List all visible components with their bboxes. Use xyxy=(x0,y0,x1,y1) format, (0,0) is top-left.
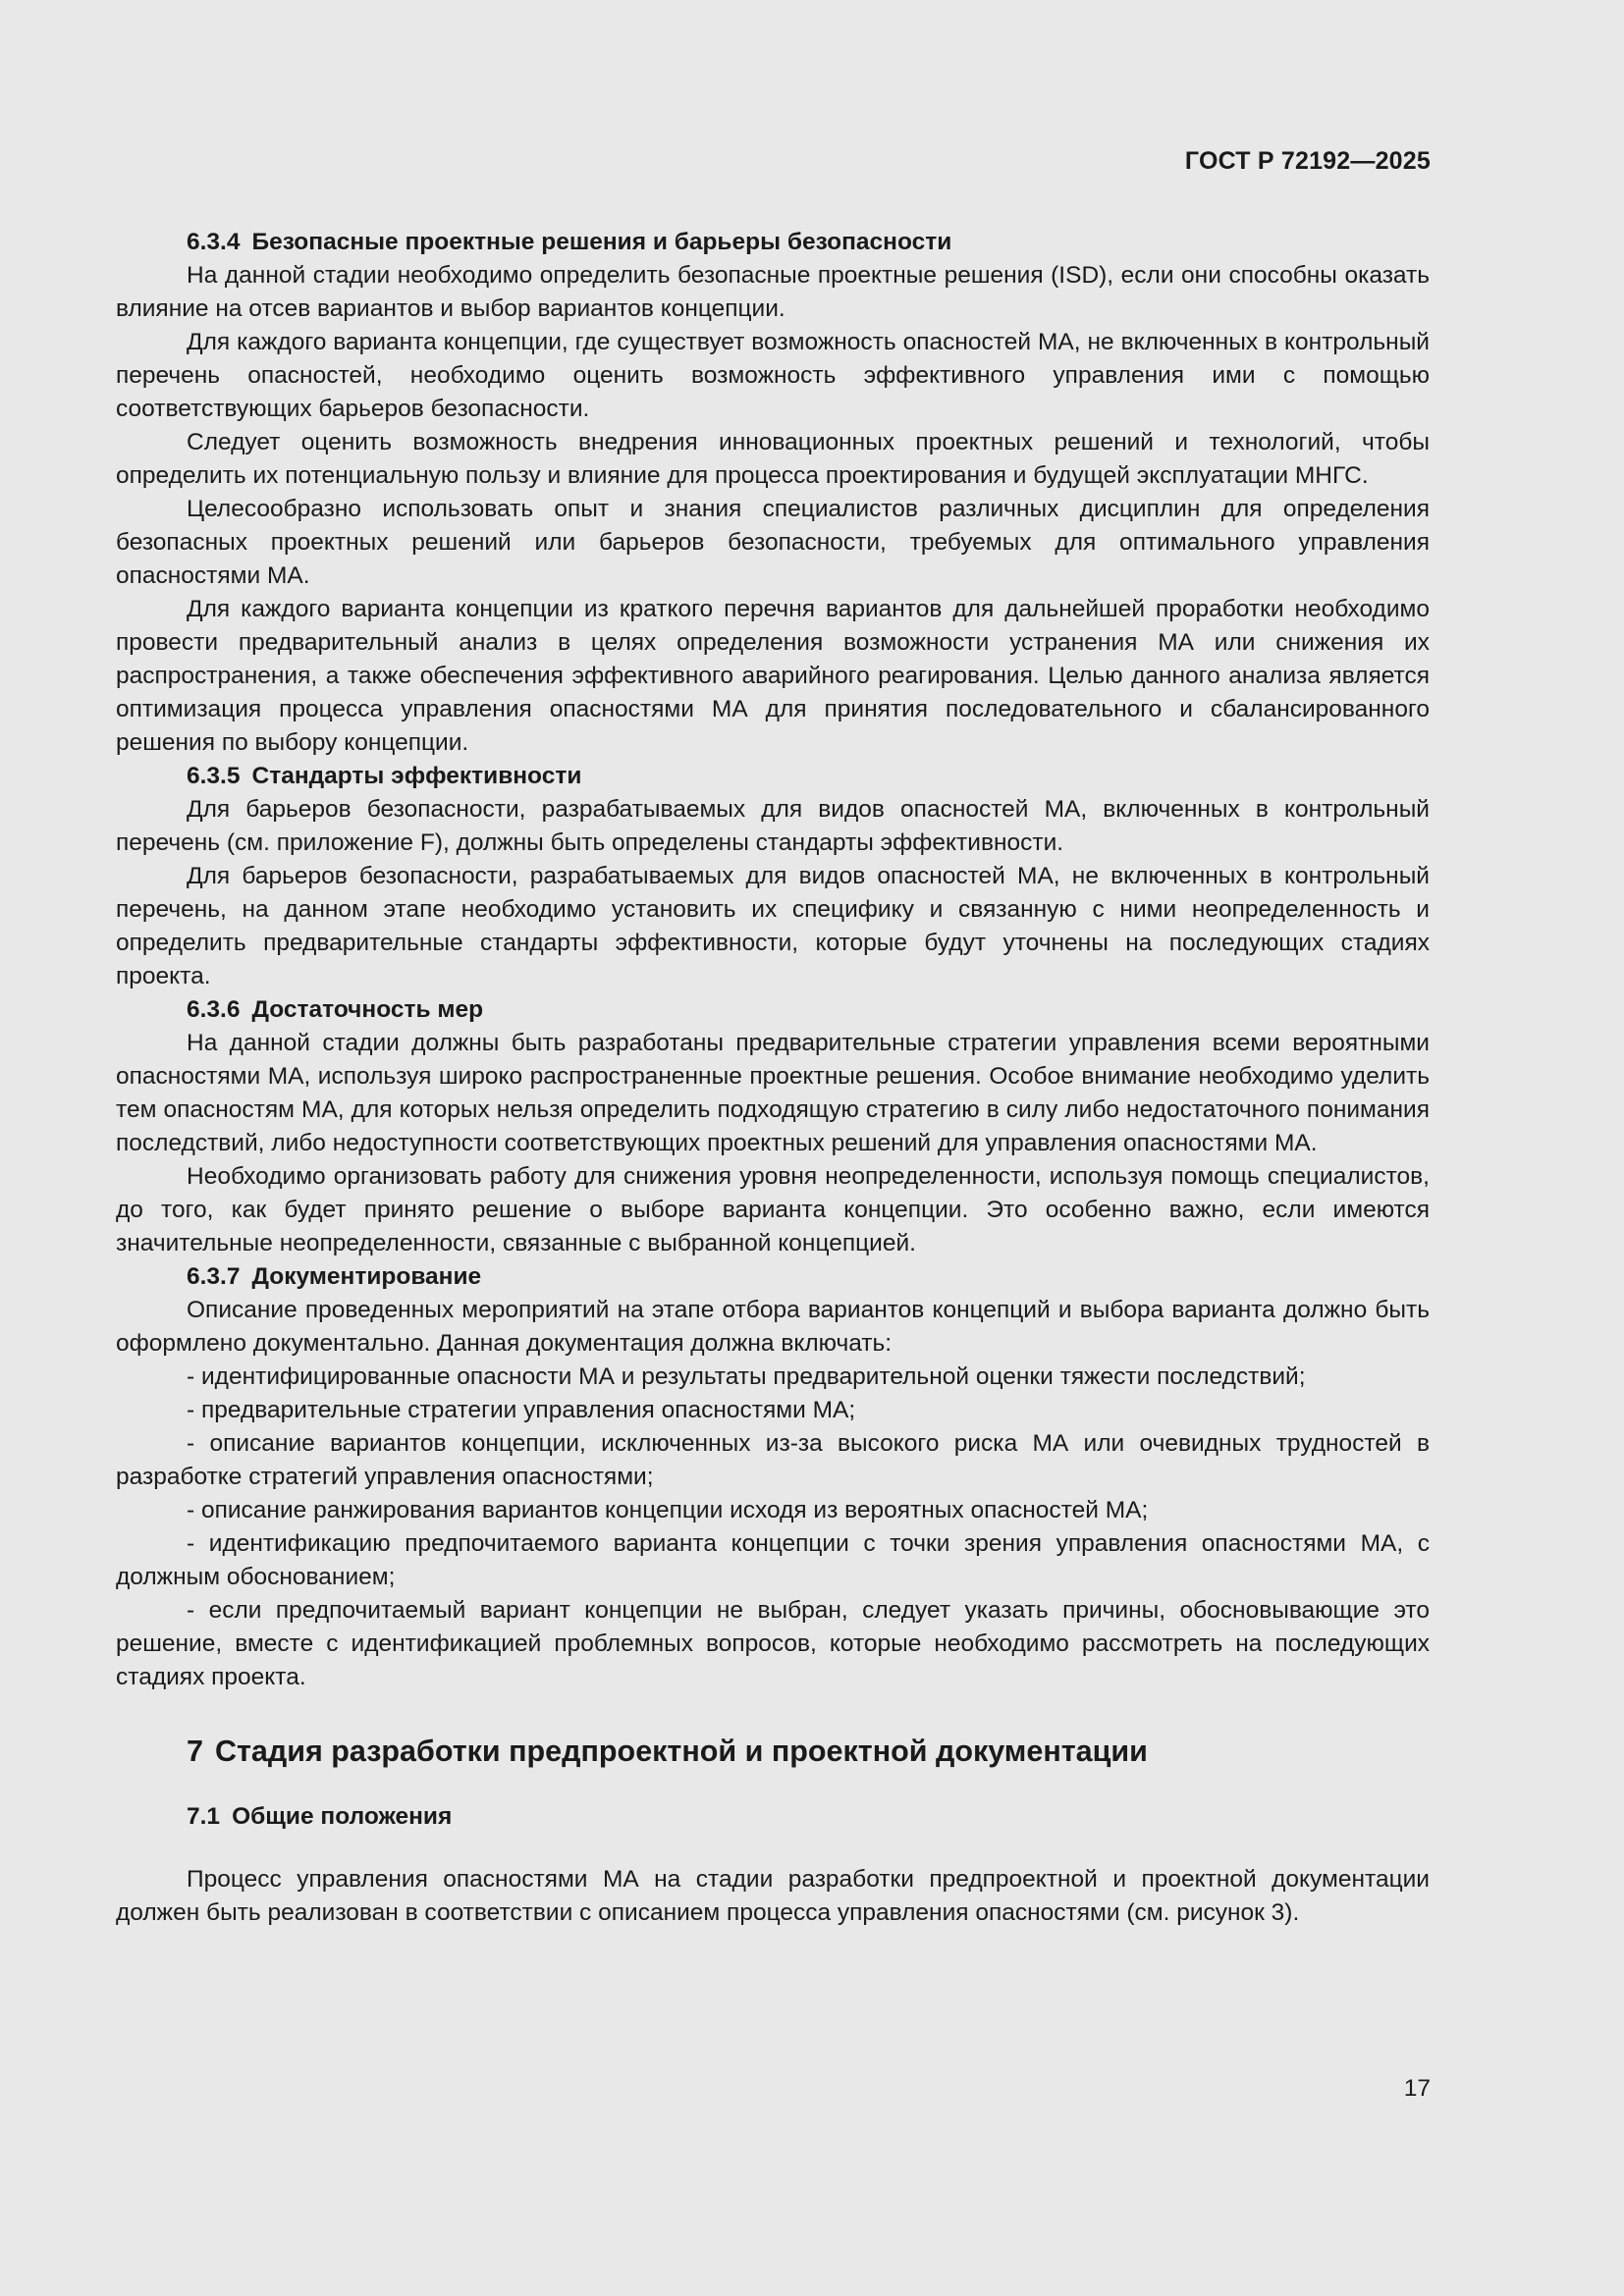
subsection-title: Достаточность мер xyxy=(251,996,484,1023)
subsection-number: 6.3.7 xyxy=(187,1263,241,1290)
paragraph: Следует оценить возможность внедрения инновационных проектных решений и технологий, чтобы определить их потенциальную пользу и влияние для процесса проектирования и будущей эксплуатации МНГС. xyxy=(116,429,1430,489)
paragraph: Целесообразно использовать опыт и знания специалистов различных дисциплин для определения безопасных проектных решений или барьеров безопасности, требуемых для оптимального управления опасностями МА. xyxy=(116,496,1430,589)
paragraph: Для барьеров безопасности, разрабатываемых для видов опасностей МА, включенных в контрольный перечень (см. приложение F), должны быть определены стандарты эффективности. xyxy=(116,796,1430,856)
section-title: Стадия разработки предпроектной и проектной документации xyxy=(214,1735,1148,1768)
subsection-number: 7.1 xyxy=(187,1803,221,1830)
subsection-number: 6.3.6 xyxy=(187,996,241,1023)
list-item: - описание вариантов концепции, исключенных из-за высокого риска МА или очевидных трудностей в разработке стратегий управления опасностями; xyxy=(116,1430,1430,1490)
page-number: 17 xyxy=(1403,2075,1431,2102)
list-item: - идентификацию предпочитаемого варианта концепции с точки зрения управления опасностями МА, с должным обоснованием; xyxy=(116,1530,1430,1590)
document-body xyxy=(116,226,1430,1930)
subsection-heading-7-1 xyxy=(116,1800,1430,1834)
subsection-number: 6.3.4 xyxy=(187,229,241,255)
subsection-title: Общие положения xyxy=(232,1803,453,1830)
paragraph: На данной стадии необходимо определить безопасные проектные решения (ISD), если они способны оказать влияние на отсев вариантов и выбор вариантов концепции. xyxy=(116,262,1430,322)
subsection-heading-6-3-6 xyxy=(116,993,1430,1027)
paragraph: Для барьеров безопасности, разрабатываемых для видов опасностей МА, не включенных в контрольный перечень, на данном этапе необходимо установить их специфику и связанную с ними неопределенность и определить предварительные стандарты эффективности, которые будут уточнены на последующих стадиях проекта. xyxy=(116,863,1430,989)
paragraph: Необходимо организовать работу для снижения уровня неопределенности, используя помощь специалистов, до того, как будет принято решение о выборе варианта концепции. Это особенно важно, если имеются значительные неопределенности, связанные с выбранной концепцией. xyxy=(116,1163,1430,1256)
list-item: - описание ранжирования вариантов концепции исходя из вероятных опасностей МА; xyxy=(187,1497,1149,1523)
paragraph: Описание проведенных мероприятий на этапе отбора вариантов концепций и выбора варианта должно быть оформлено документально. Данная документация должна включать: xyxy=(116,1297,1430,1357)
paragraph: На данной стадии должны быть разработаны предварительные стратегии управления всеми вероятными опасностями МА, используя широко распространенные проектные решения. Особое внимание необходимо уделить тем опасностям МА, для которых нельзя определить подходящую стратегию в силу либо недостаточного понимания последствий, либо недоступности соответствующих проектных решений для управления опасностями МА. xyxy=(116,1030,1430,1156)
list-item: - если предпочитаемый вариант концепции не выбран, следует указать причины, обосновывающие это решение, вместе с идентификацией проблемных вопросов, которые необходимо рассмотреть на последующих стадиях проекта. xyxy=(116,1597,1430,1690)
section-number: 7 xyxy=(187,1735,203,1768)
document-code: ГОСТ Р 72192—2025 xyxy=(1184,147,1431,175)
subsection-title: Документирование xyxy=(251,1263,482,1290)
subsection-heading-6-3-4 xyxy=(116,226,1430,259)
list-item: - предварительные стратегии управления опасностями МА; xyxy=(187,1397,856,1423)
subsection-title: Безопасные проектные решения и барьеры безопасности xyxy=(251,229,952,255)
subsection-title: Стандарты эффективности xyxy=(251,763,582,789)
list-item: - идентифицированные опасности МА и результаты предварительной оценки тяжести последствий; xyxy=(187,1363,1306,1390)
paragraph: Для каждого варианта концепции из краткого перечня вариантов для дальнейшей проработки необходимо провести предварительный анализ в целях определения возможности устранения МА или снижения их распространения, а также обеспечения эффективного аварийного реагирования. Целью данного анализа является оптимизация процесса управления опасностями МА для принятия последовательного и сбалансированного решения по выбору концепции. xyxy=(116,596,1430,756)
paragraph: Процесс управления опасностями МА на стадии разработки предпроектной и проектной документации должен быть реализован в соответствии с описанием процесса управления опасностями (см. рисунок 3). xyxy=(116,1866,1430,1926)
subsection-number: 6.3.5 xyxy=(187,763,241,789)
paragraph: Для каждого варианта концепции, где существует возможность опасностей МА, не включенных в контрольный перечень опасностей, необходимо оценить возможность эффективного управления ими с помощью соответствующих барьеров безопасности. xyxy=(116,329,1430,422)
subsection-heading-6-3-5 xyxy=(116,760,1430,793)
subsection-heading-6-3-7 xyxy=(116,1260,1430,1294)
section-heading-7 xyxy=(116,1732,1430,1771)
